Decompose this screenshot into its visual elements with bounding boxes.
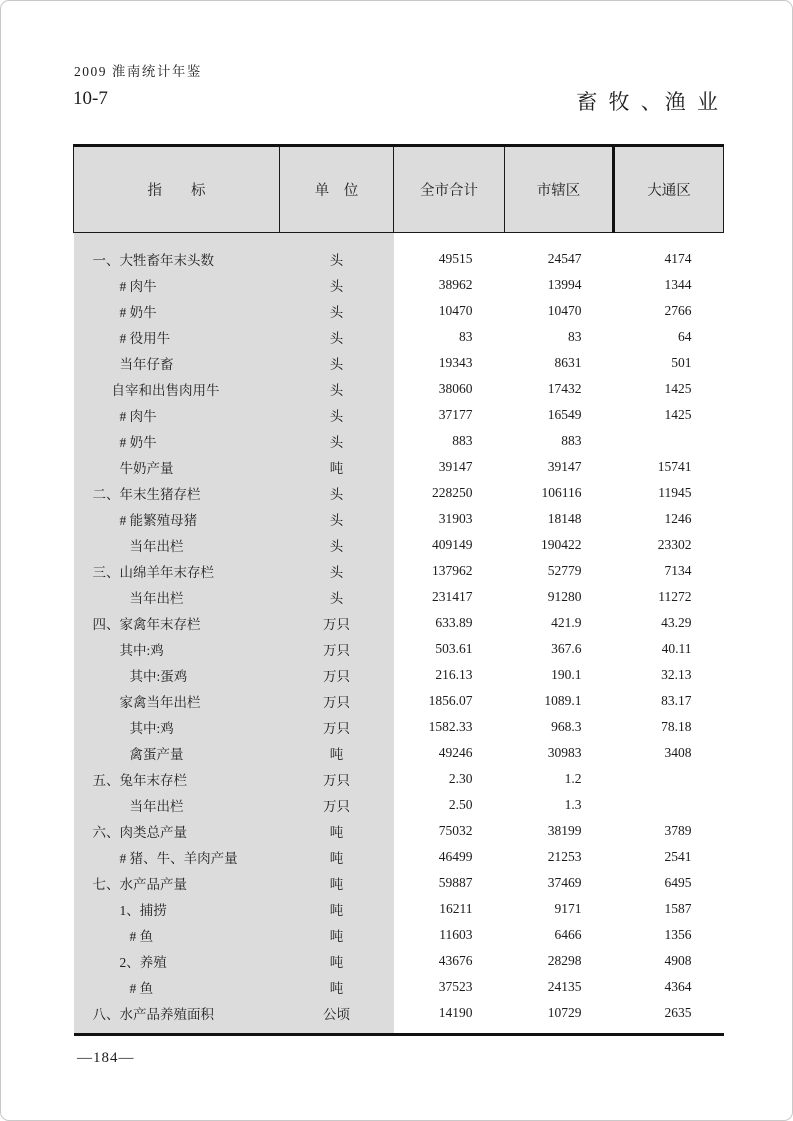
table-row [74, 870, 724, 896]
city-total-cell: 1856.07 [428, 692, 473, 708]
indicator-cell: 八、水产品养殖面积 [74, 1000, 280, 1026]
table-row [74, 922, 724, 948]
datong-cell: 15741 [657, 458, 692, 474]
indicator-cell: 其中:鸡 [74, 714, 280, 740]
city-total-cell: 228250 [432, 484, 473, 500]
table-row [74, 272, 724, 298]
table-number: 10-7 [73, 88, 108, 109]
unit-cell: 头 [280, 558, 394, 584]
unit-cell: 吨 [280, 948, 394, 974]
datong-cell: 2541 [664, 848, 692, 864]
city-total-cell: 19343 [438, 354, 473, 370]
unit-cell: 万只 [280, 714, 394, 740]
datong-cell: 2635 [664, 1004, 692, 1020]
table-row [74, 896, 724, 922]
urban-districts-cell: 8631 [554, 354, 582, 370]
datong-cell: 501 [671, 354, 692, 370]
datong-cell: 7134 [664, 562, 692, 578]
table-row [74, 714, 724, 740]
table-row [74, 792, 724, 818]
indicator-cell: 当年仔畜 [74, 350, 280, 376]
indicator-cell: # 役用牛 [74, 324, 280, 350]
urban-districts-cell: 1.3 [564, 796, 582, 812]
unit-cell: 头 [280, 350, 394, 376]
unit-cell: 万只 [280, 662, 394, 688]
indicator-cell: 自宰和出售肉用牛 [74, 376, 280, 402]
datong-cell: 3789 [664, 822, 692, 838]
city-total-cell: 2.50 [448, 796, 473, 812]
datong-cell: 1425 [664, 380, 692, 396]
table-row [74, 506, 724, 532]
urban-districts-cell: 367.6 [551, 640, 582, 656]
indicator-cell: 家禽当年出栏 [74, 688, 280, 714]
urban-districts-cell: 91280 [547, 588, 582, 604]
indicator-cell: # 肉牛 [74, 272, 280, 298]
datong-cell: 3408 [664, 744, 692, 760]
indicator-cell: # 奶牛 [74, 298, 280, 324]
urban-districts-cell: 10470 [547, 302, 582, 318]
unit-cell: 吨 [280, 740, 394, 766]
city-total-cell: 10470 [438, 302, 473, 318]
unit-cell: 头 [280, 402, 394, 428]
datong-cell: 1587 [664, 900, 692, 916]
table-body [74, 233, 724, 1035]
table-header [74, 146, 724, 233]
datong-cell: 11272 [658, 588, 692, 604]
indicator-cell: 禽蛋产量 [74, 740, 280, 766]
unit-cell: 吨 [280, 896, 394, 922]
urban-districts-cell: 52779 [547, 562, 582, 578]
city-total-cell: 1582.33 [428, 718, 473, 734]
datong-cell [614, 428, 724, 454]
table-row [74, 948, 724, 974]
table-row [74, 532, 724, 558]
spacer-cell [280, 1026, 394, 1035]
city-total-cell: 633.89 [435, 614, 473, 630]
city-total-cell: 39147 [438, 458, 473, 474]
yearbook-title: 2009 淮南统计年鉴 [74, 64, 202, 79]
urban-districts-cell: 83 [568, 328, 582, 344]
indicator-cell: 当年出栏 [74, 584, 280, 610]
datong-cell: 1246 [664, 510, 692, 526]
spacer-cell [74, 1026, 280, 1035]
column-header-indicator: 指 标 [74, 146, 280, 233]
table-row [74, 246, 724, 272]
indicator-cell: 三、山绵羊年末存栏 [74, 558, 280, 584]
datong-cell: 1425 [664, 406, 692, 422]
unit-cell: 万只 [280, 636, 394, 662]
urban-districts-cell: 9171 [554, 900, 582, 916]
datong-cell: 4174 [664, 250, 692, 266]
urban-districts-cell: 24547 [547, 250, 582, 266]
table-row [74, 610, 724, 636]
table-row [74, 818, 724, 844]
datong-cell: 1356 [664, 926, 692, 942]
datong-cell: 64 [678, 328, 692, 344]
unit-cell: 万只 [280, 766, 394, 792]
table-row [74, 428, 724, 454]
city-total-cell: 137962 [432, 562, 473, 578]
datong-cell [614, 792, 724, 818]
urban-districts-cell: 24135 [547, 978, 582, 994]
unit-cell: 头 [280, 324, 394, 350]
table-row [74, 480, 724, 506]
urban-districts-cell: 190.1 [551, 666, 582, 682]
urban-districts-cell: 10729 [547, 1004, 582, 1020]
indicator-cell: 七、水产品产量 [74, 870, 280, 896]
urban-districts-cell: 38199 [547, 822, 582, 838]
indicator-cell: 一、大牲畜年末头数 [74, 246, 280, 272]
unit-cell: 头 [280, 272, 394, 298]
city-total-cell: 216.13 [435, 666, 473, 682]
indicator-cell: 牛奶产量 [74, 454, 280, 480]
table-row [74, 298, 724, 324]
table-row [74, 454, 724, 480]
unit-cell: 吨 [280, 844, 394, 870]
unit-cell: 万只 [280, 688, 394, 714]
table-row [74, 350, 724, 376]
datong-cell: 23302 [657, 536, 692, 552]
datong-cell: 43.29 [661, 614, 692, 630]
indicator-cell: 五、兔年末存栏 [74, 766, 280, 792]
indicator-cell: 其中:蛋鸡 [74, 662, 280, 688]
indicator-cell: 六、肉类总产量 [74, 818, 280, 844]
column-header-datong: 大通区 [614, 146, 724, 233]
indicator-cell: # 奶牛 [74, 428, 280, 454]
unit-cell: 头 [280, 506, 394, 532]
city-total-cell: 14190 [438, 1004, 473, 1020]
city-total-cell: 59887 [438, 874, 473, 890]
column-header-city-total: 全市合计 [394, 146, 505, 233]
header-row [74, 146, 724, 233]
datong-cell: 32.13 [661, 666, 692, 682]
city-total-cell: 883 [452, 432, 473, 448]
urban-districts-cell: 106116 [541, 484, 582, 500]
unit-cell: 万只 [280, 792, 394, 818]
table-row [74, 584, 724, 610]
table-row [74, 324, 724, 350]
unit-cell: 头 [280, 298, 394, 324]
datong-cell [614, 766, 724, 792]
table-row [74, 740, 724, 766]
urban-districts-cell: 13994 [547, 276, 582, 292]
datong-cell: 1344 [664, 276, 692, 292]
top-spacer-row [74, 233, 724, 246]
unit-cell: 吨 [280, 870, 394, 896]
city-total-cell: 37177 [438, 406, 473, 422]
city-total-cell: 2.30 [448, 770, 473, 786]
unit-cell: 吨 [280, 922, 394, 948]
indicator-cell: 1、捕捞 [74, 896, 280, 922]
datong-cell: 11945 [658, 484, 692, 500]
urban-districts-cell: 18148 [547, 510, 582, 526]
city-total-cell: 49246 [438, 744, 473, 760]
urban-districts-cell: 1.2 [564, 770, 582, 786]
unit-cell: 头 [280, 428, 394, 454]
city-total-cell: 83 [459, 328, 473, 344]
table-row [74, 402, 724, 428]
unit-cell: 公顷 [280, 1000, 394, 1026]
table-row [74, 974, 724, 1000]
spacer-cell [280, 233, 394, 246]
city-total-cell: 38962 [438, 276, 473, 292]
unit-cell: 吨 [280, 818, 394, 844]
city-total-cell: 409149 [432, 536, 473, 552]
unit-cell: 万只 [280, 610, 394, 636]
datong-cell: 40.11 [661, 640, 692, 656]
urban-districts-cell: 16549 [547, 406, 582, 422]
datong-cell: 78.18 [661, 718, 692, 734]
table-row [74, 844, 724, 870]
city-total-cell: 16211 [439, 900, 473, 916]
urban-districts-cell: 1089.1 [544, 692, 582, 708]
unit-cell: 吨 [280, 974, 394, 1000]
indicator-cell: 四、家禽年末存栏 [74, 610, 280, 636]
unit-cell: 头 [280, 532, 394, 558]
unit-cell: 吨 [280, 454, 394, 480]
unit-cell: 头 [280, 246, 394, 272]
city-total-cell: 75032 [438, 822, 473, 838]
table-row [74, 558, 724, 584]
datong-cell: 4908 [664, 952, 692, 968]
column-header-urban-districts: 市辖区 [505, 146, 614, 233]
city-total-cell: 31903 [438, 510, 473, 526]
table-title: 畜 牧 、渔 业 [576, 90, 721, 114]
city-total-cell: 46499 [438, 848, 473, 864]
city-total-cell: 38060 [438, 380, 473, 396]
spacer-cell [74, 233, 280, 246]
table-row [74, 766, 724, 792]
table-row [74, 688, 724, 714]
datong-cell: 4364 [664, 978, 692, 994]
unit-cell: 头 [280, 480, 394, 506]
indicator-cell: # 鱼 [74, 922, 280, 948]
urban-districts-cell: 17432 [547, 380, 582, 396]
urban-districts-cell: 421.9 [551, 614, 582, 630]
table-row [74, 662, 724, 688]
indicator-cell: 二、年末生猪存栏 [74, 480, 280, 506]
indicator-cell: 当年出栏 [74, 532, 280, 558]
indicator-cell: # 能繁殖母猪 [74, 506, 280, 532]
bottom-spacer-row [74, 1026, 724, 1035]
city-total-cell: 11603 [439, 926, 473, 942]
urban-districts-cell: 968.3 [551, 718, 582, 734]
unit-cell: 头 [280, 376, 394, 402]
column-header-unit: 单 位 [280, 146, 394, 233]
page-number: —184— [77, 1050, 135, 1066]
table-row [74, 1000, 724, 1026]
urban-districts-cell: 39147 [547, 458, 582, 474]
table-row [74, 376, 724, 402]
datong-cell: 2766 [664, 302, 692, 318]
city-total-cell: 49515 [438, 250, 473, 266]
datong-cell: 83.17 [661, 692, 692, 708]
urban-districts-cell: 6466 [554, 926, 582, 942]
indicator-cell: # 猪、牛、羊肉产量 [74, 844, 280, 870]
indicator-cell: 其中:鸡 [74, 636, 280, 662]
city-total-cell: 503.61 [435, 640, 473, 656]
city-total-cell: 231417 [432, 588, 473, 604]
indicator-cell: # 鱼 [74, 974, 280, 1000]
statistics-table [73, 144, 724, 1036]
indicator-cell: 当年出栏 [74, 792, 280, 818]
indicator-cell: # 肉牛 [74, 402, 280, 428]
unit-cell: 头 [280, 584, 394, 610]
city-total-cell: 43676 [438, 952, 473, 968]
city-total-cell: 37523 [438, 978, 473, 994]
urban-districts-cell: 30983 [547, 744, 582, 760]
spacer-cell [394, 233, 724, 246]
datong-cell: 6495 [664, 874, 692, 890]
urban-districts-cell: 883 [561, 432, 582, 448]
urban-districts-cell: 21253 [547, 848, 582, 864]
urban-districts-cell: 37469 [547, 874, 582, 890]
urban-districts-cell: 28298 [547, 952, 582, 968]
spacer-cell [394, 1026, 724, 1035]
indicator-cell: 2、养殖 [74, 948, 280, 974]
urban-districts-cell: 190422 [541, 536, 582, 552]
table-row [74, 636, 724, 662]
